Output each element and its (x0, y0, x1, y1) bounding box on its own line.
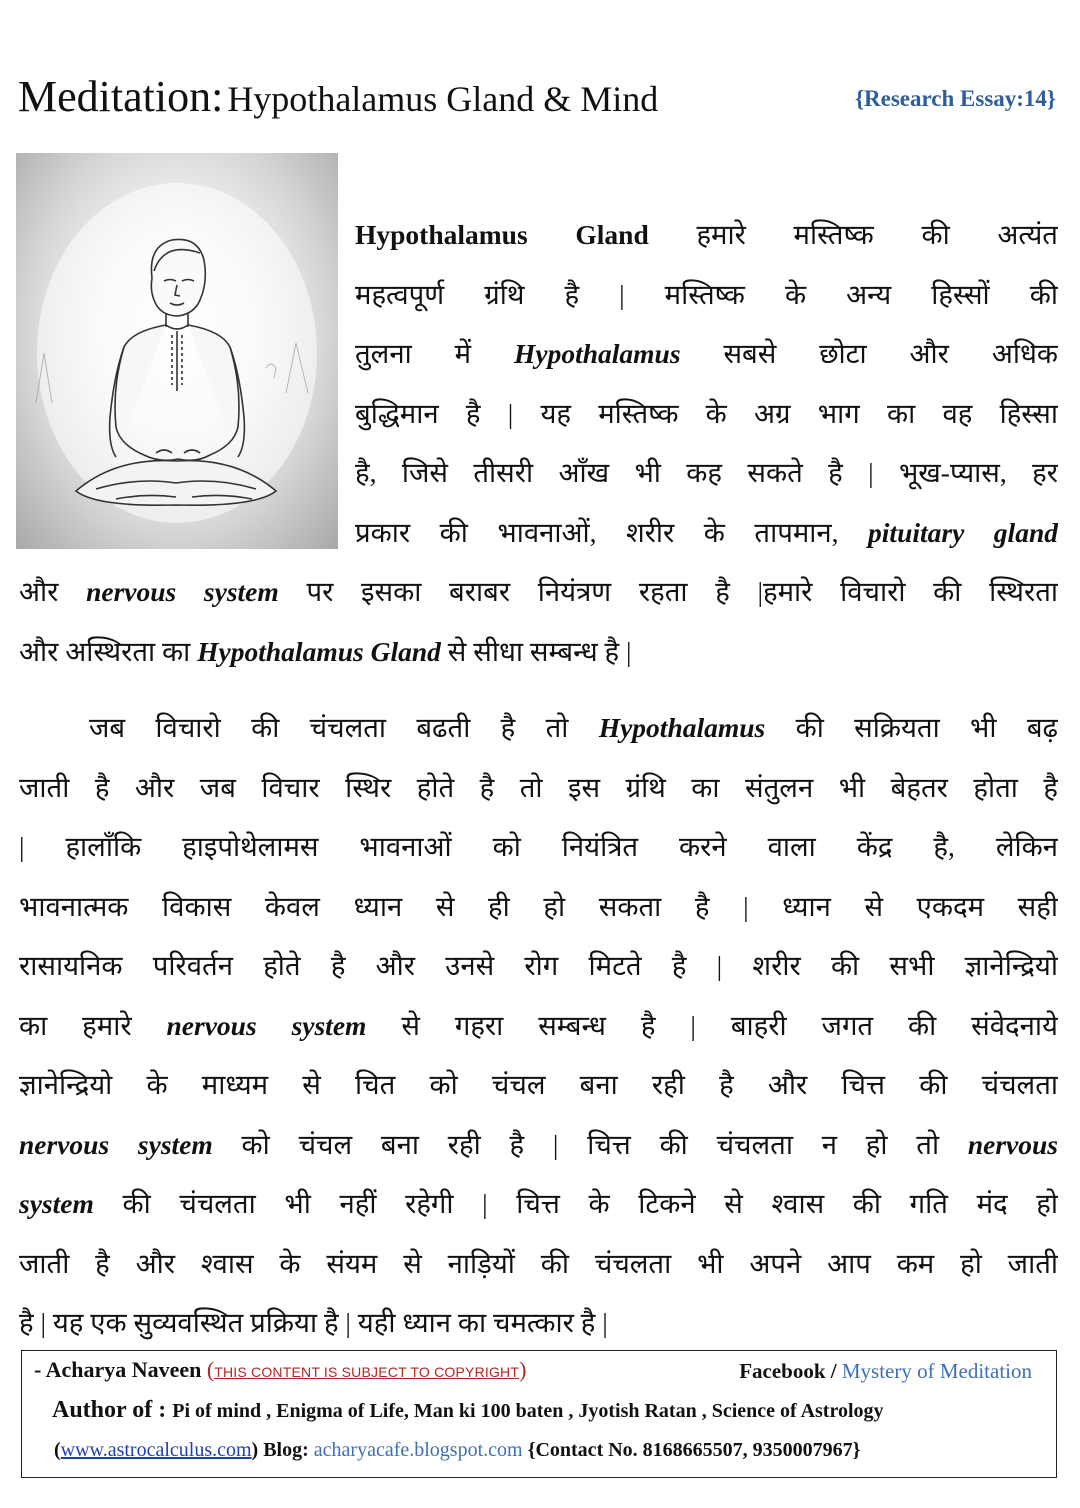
meditating-man-icon (16, 153, 338, 549)
contact-line: (www.astrocalculus.com) Blog: acharyacafe.blogspot.com {Contact No. 8168665507, 9350007967} (54, 1439, 861, 1461)
text-line: है | यह एक सुव्यवस्थित प्रक्रिया है | यही ध्यान का चमत्कार है | (19, 1307, 608, 1338)
header (18, 72, 1062, 128)
essay-tag: {Research Essay:14} (854, 86, 1056, 111)
text-line: nervous system को चंचल बना रही है | चित्त की चंचलता न हो तो nervous (19, 1128, 1058, 1160)
blog-link[interactable]: acharyacafe.blogspot.com (313, 1439, 523, 1461)
title-main: Meditation: (18, 72, 224, 121)
text-line: जाती है और जब विचार स्थिर होते है तो इस ग्रंथि का संतुलन भी बेहतर होता है (19, 771, 1058, 803)
text-line: रासायनिक परिवर्तन होते है और उनसे रोग मिटते है | शरीर की सभी ज्ञानेन्द्रियो (19, 950, 1058, 981)
text-line: Hypothalamus Gland हमारे मस्तिष्क की अत्यंत (355, 219, 1058, 250)
text-line: बुद्धिमान है | यह मस्तिष्क के अग्र भाग का वह हिस्सा (355, 397, 1058, 429)
text-line: भावनात्मक विकास केवल ध्यान से ही हो सकता है | ध्यान से एकदम सही (19, 890, 1058, 922)
page-title (18, 72, 658, 132)
facebook-line: Facebook / Mystery of Meditation (739, 1359, 1032, 1383)
facebook-page-link[interactable]: Mystery of Meditation (841, 1359, 1032, 1383)
paragraph-1-top (355, 205, 1058, 562)
author-line: - Acharya Naveen (THIS CONTENT IS SUBJECT TO COPYRIGHT) (34, 1357, 527, 1382)
website-link[interactable]: www.astrocalculus.com (60, 1439, 252, 1461)
text-line: और nervous system पर इसका बराबर नियंत्रण रहता है |हमारे विचारो की स्थिरता (19, 576, 1058, 607)
books-line: Author of : Pi of mind , Enigma of Life, Man ki 100 baten , Jyotish Ratan , Science of Astrology (52, 1397, 884, 1423)
text-line: तुलना में Hypothalamus सबसे छोटा और अधिक (355, 338, 1058, 369)
text-line: प्रकार की भावनाओं, शरीर के तापमान, pituitary gland (355, 516, 1058, 548)
meditating-man-image (16, 153, 338, 549)
text-line: और अस्थिरता का Hypothalamus Gland से सीधा सम्बन्ध है | (19, 635, 632, 667)
text-line: जाती है और श्वास के संयम से नाड़ियों की चंचलता भी अपने आप कम हो जाती (19, 1247, 1058, 1279)
text-line: system की चंचलता भी नहीं रहेगी | चित्त के टिकने से श्वास की गति मंद हो (19, 1188, 1058, 1219)
paragraph-2 (19, 698, 1058, 1353)
copyright-notice: THIS CONTENT IS SUBJECT TO COPYRIGHT (214, 1364, 520, 1380)
text-line: जब विचारो की चंचलता बढती है तो Hypothalamus की सक्रियता भी बढ़ (89, 712, 1058, 743)
footer-box (21, 1350, 1057, 1478)
text-line: का हमारे nervous system से गहरा सम्बन्ध है | बाहरी जगत की संवेदनाये (19, 1009, 1058, 1041)
text-line: है, जिसे तीसरी आँख भी कह सकते है | भूख-प्यास, हर (355, 457, 1058, 488)
paragraph-1-bottom (19, 562, 1058, 681)
text-line: महत्वपूर्ण ग्रंथि है | मस्तिष्क के अन्य हिस्सों की (355, 278, 1058, 310)
text-line: | हालाँकि हाइपोथेलामस भावनाओं को नियंत्रित करने वाला केंद्र है, लेकिन (19, 831, 1058, 862)
text-line: ज्ञानेन्द्रियो के माध्यम से चित को चंचल बना रही है और चित्त की चंचलता (19, 1069, 1058, 1100)
title-sub: Hypothalamus Gland & Mind (227, 79, 659, 119)
